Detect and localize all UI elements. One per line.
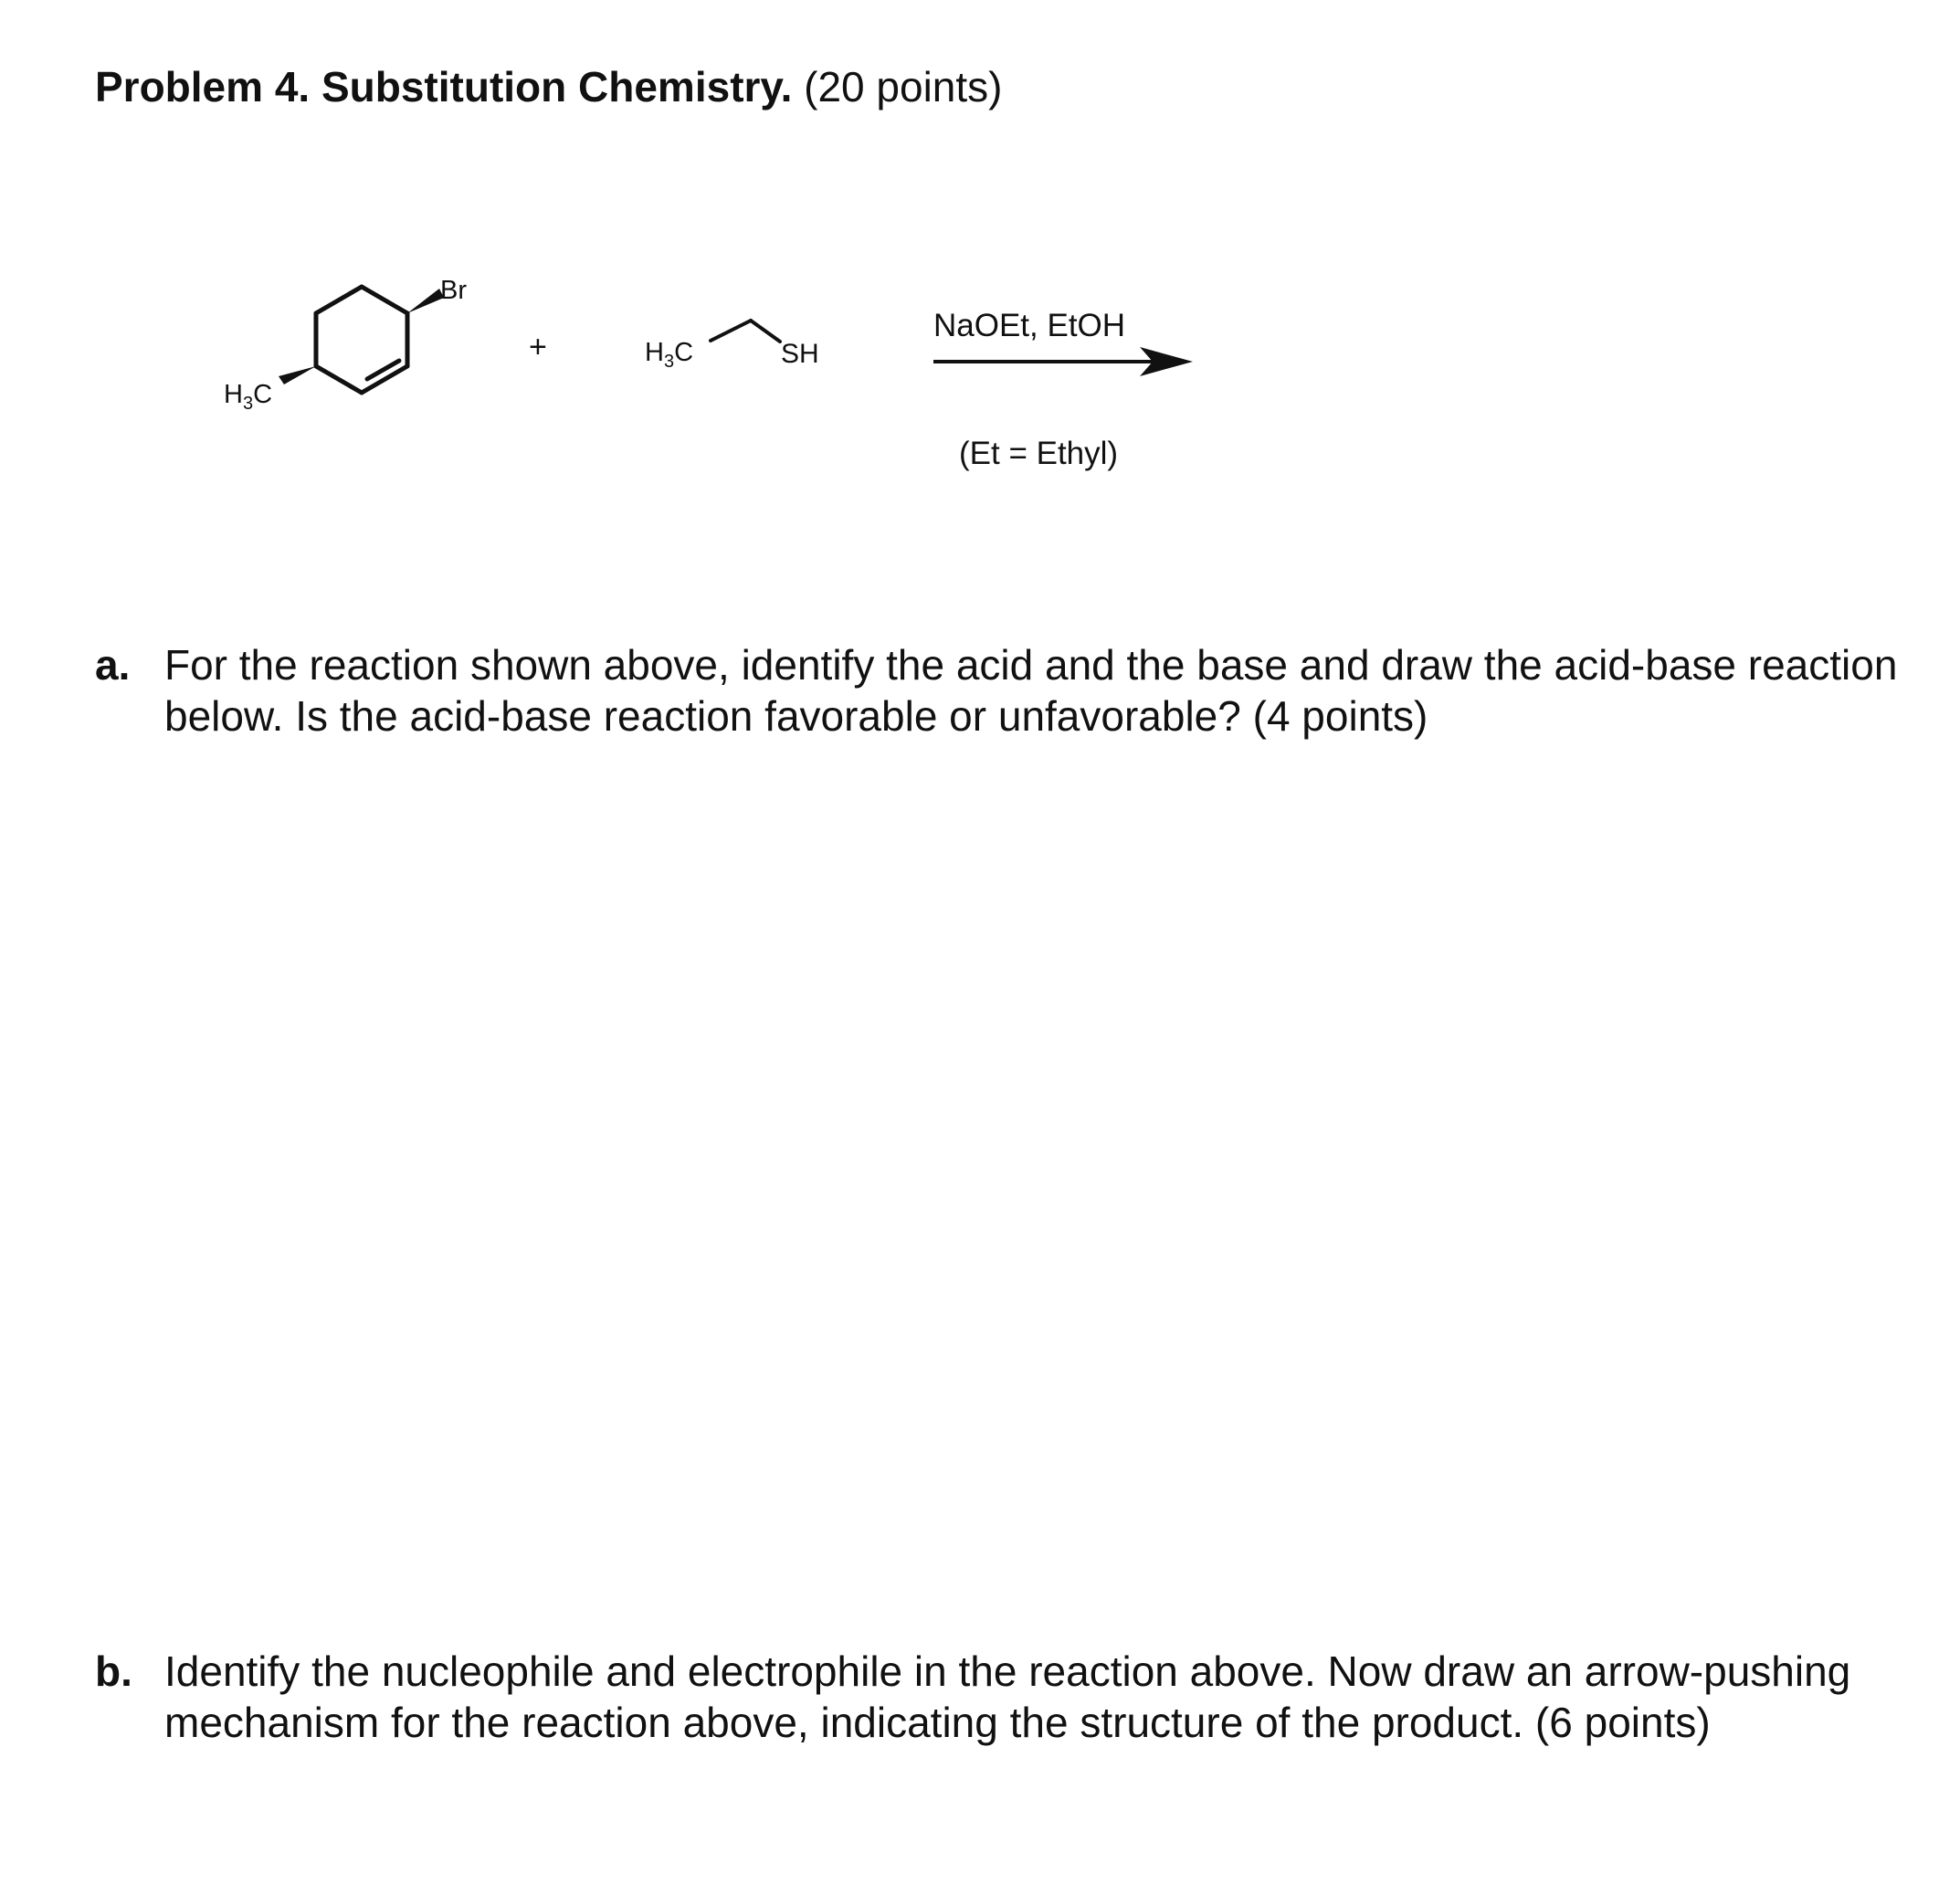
- question-a: [95, 639, 1913, 742]
- reagents-label: NaOEt, EtOH: [933, 308, 1126, 343]
- question-a-letter: a.: [95, 641, 131, 689]
- problem-points: (20 points): [804, 63, 1003, 111]
- ring-bond: [316, 366, 362, 393]
- ethyl-note: (Et = Ethyl): [959, 436, 1119, 471]
- plus-sign: +: [529, 330, 547, 364]
- reaction-scheme: [0, 0, 1960, 548]
- methyl-label-2: $H_3C$: [645, 338, 694, 372]
- reaction-arrow-group: [933, 308, 1193, 471]
- problem-label: Problem 4. Substitution Chemistry.: [95, 63, 793, 111]
- carbon-sulfur-bond: [751, 321, 780, 342]
- question-a-text: For the reaction shown above, identify the acid and the base and draw the acid-base reaction below. Is the acid-base reaction favorable or unfavorable? (4 points): [164, 641, 1898, 740]
- question-b-text: Identify the nucleophile and electrophile in the reaction above. Now draw an arrow-pushing mechanism for the reaction above, indicating the structure of the product. (6 points): [164, 1647, 1851, 1746]
- thiol-label: SH: [781, 339, 819, 369]
- wedge-bond-methyl: [279, 366, 316, 384]
- ethanethiol-structure: [645, 321, 819, 372]
- cyclohexene-bromide-structure: [224, 276, 467, 414]
- ring-bond: [316, 287, 362, 313]
- bromine-label: Br: [440, 276, 467, 305]
- wedge-bond-bromine: [407, 289, 444, 313]
- carbon-carbon-bond: [711, 321, 751, 341]
- methyl-label-1: $H_3C$: [224, 380, 273, 414]
- ring-bonds: [316, 287, 407, 393]
- question-b: [95, 1646, 1913, 1748]
- question-b-letter: b.: [95, 1647, 132, 1695]
- ring-bond: [362, 287, 407, 313]
